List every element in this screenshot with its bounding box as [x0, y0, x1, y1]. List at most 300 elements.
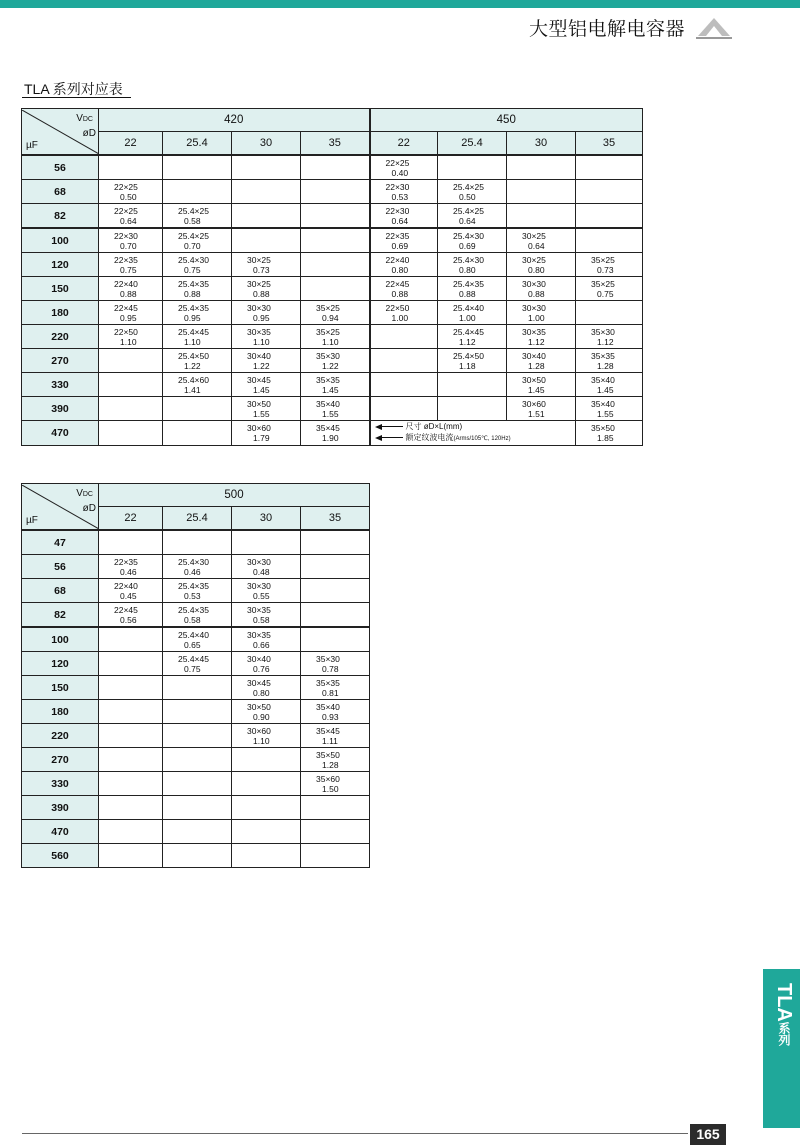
spec-cell [99, 301, 163, 325]
spec-cell [99, 820, 163, 844]
diameter-header: 22 [370, 132, 438, 156]
ripple-current: 1.11 [322, 735, 338, 746]
spec-cell [232, 603, 301, 628]
spec-cell [301, 421, 370, 446]
case-size: 35×25 [591, 254, 615, 265]
ripple-current: 0.80 [459, 264, 476, 275]
case-size: 30×40 [247, 653, 271, 664]
diameter-header: 22 [99, 132, 163, 156]
ripple-current: 1.22 [322, 360, 339, 371]
spec-cell [163, 652, 232, 676]
capacitance-cell: 220 [22, 724, 99, 748]
case-size: 25.4×35 [178, 278, 209, 289]
spec-cell [163, 844, 232, 868]
spec-cell [232, 772, 301, 796]
ripple-current: 0.80 [528, 264, 545, 275]
spec-cell [232, 421, 301, 446]
case-size: 35×45 [316, 725, 340, 736]
spec-cell [232, 627, 301, 652]
spec-cell [232, 820, 301, 844]
spec-cell [370, 204, 438, 229]
ripple-current: 1.90 [322, 433, 339, 443]
ripple-current: 0.80 [391, 264, 409, 275]
ripple-current: 0.50 [120, 191, 137, 202]
spec-cell [438, 204, 507, 229]
case-size: 22×25 [114, 205, 138, 216]
spec-cell [301, 700, 370, 724]
spec-cell [163, 724, 232, 748]
table-row [22, 579, 370, 603]
ripple-current: 0.95 [253, 312, 270, 323]
capacitance-cell: 330 [22, 373, 99, 397]
spec-cell [232, 724, 301, 748]
capacitance-cell: 120 [22, 253, 99, 277]
ripple-current: 0.58 [253, 614, 270, 625]
case-size: 30×50 [247, 701, 271, 712]
spec-cell [438, 253, 507, 277]
case-size: 22×25 [385, 157, 410, 168]
spec-cell [163, 228, 232, 253]
spec-cell [370, 180, 438, 204]
vdc-subscript: DC [82, 115, 93, 123]
spec-cell [301, 228, 370, 253]
case-size: 35×35 [316, 677, 340, 688]
spec-cell [507, 373, 576, 397]
ripple-current: 0.58 [184, 614, 201, 625]
spec-cell [301, 844, 370, 868]
capacitance-cell: 270 [22, 349, 99, 373]
spec-cell [232, 796, 301, 820]
spec-cell [99, 397, 163, 421]
spec-cell [99, 579, 163, 603]
ripple-current: 0.53 [391, 191, 409, 202]
spec-cell [438, 373, 507, 397]
spec-cell [507, 180, 576, 204]
case-size: 22×30 [114, 230, 138, 241]
spec-cell [99, 652, 163, 676]
diameter-header: 35 [301, 132, 370, 156]
spec-cell [99, 724, 163, 748]
spec-cell [507, 301, 576, 325]
ripple-current: 0.94 [322, 312, 339, 323]
spec-cell [99, 325, 163, 349]
capacitance-cell: 330 [22, 772, 99, 796]
ripple-current: 0.76 [253, 663, 270, 674]
ripple-current: 1.55 [253, 408, 270, 419]
spec-cell [232, 253, 301, 277]
section-title-underline [22, 97, 131, 98]
ripple-current: 1.28 [322, 759, 339, 770]
spec-cell [99, 748, 163, 772]
spec-cell [576, 421, 643, 446]
capacitance-cell: 100 [22, 228, 99, 253]
ripple-current: 1.18 [459, 360, 476, 371]
capacitance-cell: 470 [22, 421, 99, 446]
spec-cell [163, 204, 232, 229]
side-tab-suffix: 系列 [777, 1021, 791, 1046]
spec-cell [576, 228, 643, 253]
ripple-current: 1.10 [322, 336, 339, 347]
spec-cell [438, 277, 507, 301]
ripple-current: 1.10 [253, 735, 270, 746]
spec-cell [163, 421, 232, 446]
table-row [22, 325, 643, 349]
ripple-current: 0.80 [253, 687, 270, 698]
voltage-header-row [22, 484, 370, 507]
header-corner [22, 109, 99, 156]
page-title: 大型铝电解电容器 [528, 19, 685, 40]
vdc-letter: V [76, 112, 83, 124]
legend-ripple-text: 额定纹波电流 [405, 433, 454, 442]
ripple-current: 0.88 [391, 288, 409, 299]
vdc-label [76, 488, 93, 499]
ripple-current: 1.45 [253, 384, 270, 395]
spec-cell [232, 301, 301, 325]
spec-cell [163, 397, 232, 421]
spec-cell [576, 397, 643, 421]
ripple-current: 0.64 [391, 215, 409, 226]
case-size: 35×60 [316, 773, 340, 784]
case-size: 30×30 [522, 302, 546, 313]
spec-cell [370, 277, 438, 301]
spec-cell [163, 349, 232, 373]
diameter-header: 25.4 [163, 132, 232, 156]
case-size: 30×60 [247, 423, 271, 433]
ripple-current: 1.45 [322, 384, 339, 395]
case-size: 35×25 [591, 278, 615, 289]
case-size: 30×45 [247, 374, 271, 385]
spec-cell [576, 204, 643, 229]
diameter-label: øD [82, 127, 96, 139]
ripple-current: 1.10 [120, 336, 137, 347]
spec-cell [576, 325, 643, 349]
vdc-letter: V [76, 487, 83, 499]
spec-cell [507, 155, 576, 180]
case-size: 35×30 [591, 326, 615, 337]
ripple-current: 0.48 [253, 566, 270, 577]
voltage-header-row [22, 109, 643, 132]
case-size: 25.4×35 [453, 278, 484, 289]
capacitance-cell: 47 [22, 530, 99, 555]
corner-box [22, 110, 99, 154]
spec-cell [163, 748, 232, 772]
voltage-header: 450 [370, 109, 643, 132]
spec-cell [99, 700, 163, 724]
spec-cell [232, 530, 301, 555]
header-corner [22, 484, 99, 531]
ripple-current: 0.66 [253, 639, 270, 650]
ripple-current: 1.28 [597, 360, 614, 371]
spec-cell [163, 796, 232, 820]
spec-cell [507, 325, 576, 349]
spec-cell [99, 180, 163, 204]
case-size: 30×25 [247, 254, 271, 265]
diameter-header-row [22, 132, 643, 156]
ripple-current: 0.95 [120, 312, 137, 323]
case-size: 22×45 [114, 302, 138, 313]
tla-table-500 [21, 483, 370, 868]
spec-cell [370, 228, 438, 253]
case-size: 30×35 [247, 326, 271, 337]
spec-cell [301, 796, 370, 820]
spec-cell [370, 301, 438, 325]
spec-cell [507, 397, 576, 421]
ripple-current: 0.81 [322, 687, 339, 698]
spec-cell [99, 555, 163, 579]
spec-cell [301, 748, 370, 772]
diameter-header: 30 [507, 132, 576, 156]
spec-cell [370, 325, 438, 349]
case-size: 30×30 [247, 556, 271, 567]
corner-box [22, 485, 99, 529]
ripple-current: 0.64 [459, 215, 476, 226]
case-size: 30×30 [247, 302, 271, 313]
diameter-header: 35 [301, 507, 370, 531]
capacitance-cell: 390 [22, 397, 99, 421]
spec-cell [232, 204, 301, 229]
ripple-current: 0.69 [391, 240, 409, 251]
spec-cell [232, 652, 301, 676]
case-size: 30×30 [247, 580, 271, 591]
table-row [22, 530, 370, 555]
case-size: 22×50 [385, 302, 410, 313]
case-size: 35×25 [316, 302, 340, 313]
ripple-current: 0.88 [253, 288, 270, 299]
spec-cell [232, 228, 301, 253]
table-row [22, 724, 370, 748]
case-size: 35×40 [316, 398, 340, 409]
case-size: 30×30 [522, 278, 546, 289]
page-number: 165 [690, 1124, 726, 1145]
case-size: 22×50 [114, 326, 138, 337]
table-row [22, 277, 643, 301]
ripple-current: 0.75 [184, 264, 201, 275]
spec-cell [370, 155, 438, 180]
spec-cell [576, 373, 643, 397]
case-size: 35×45 [316, 423, 340, 433]
case-size: 25.4×35 [178, 302, 209, 313]
case-size: 25.4×60 [178, 374, 209, 385]
case-size: 22×35 [114, 556, 138, 567]
spec-cell [301, 603, 370, 628]
uf-label: µF [26, 139, 38, 151]
spec-cell [232, 844, 301, 868]
table-row [22, 844, 370, 868]
spec-cell [438, 155, 507, 180]
case-size: 30×60 [522, 398, 546, 409]
case-size: 22×40 [385, 254, 410, 265]
case-size: 22×40 [114, 580, 138, 591]
capacitance-cell: 68 [22, 579, 99, 603]
spec-cell [232, 349, 301, 373]
capacitance-cell: 390 [22, 796, 99, 820]
spec-cell [370, 349, 438, 373]
spec-cell [301, 555, 370, 579]
ripple-current: 0.95 [184, 312, 201, 323]
table-row [22, 180, 643, 204]
ripple-current: 0.73 [597, 264, 614, 275]
spec-cell [301, 530, 370, 555]
spec-cell [301, 253, 370, 277]
capacitance-cell: 220 [22, 325, 99, 349]
capacitance-cell: 56 [22, 155, 99, 180]
spec-cell [301, 579, 370, 603]
samyoung-logo [692, 14, 736, 42]
spec-cell [301, 724, 370, 748]
ripple-current: 0.56 [120, 614, 137, 625]
ripple-current: 0.88 [459, 288, 476, 299]
table-row [22, 676, 370, 700]
case-size: 30×25 [247, 278, 271, 289]
spec-cell [438, 397, 507, 421]
spec-cell [576, 349, 643, 373]
case-size: 25.4×30 [453, 230, 484, 241]
spec-cell [232, 397, 301, 421]
ripple-current: 1.45 [528, 384, 545, 395]
ripple-current: 1.00 [459, 312, 476, 323]
case-size: 35×50 [591, 423, 615, 433]
spec-cell [163, 180, 232, 204]
ripple-current: 1.41 [184, 384, 201, 395]
table-row [22, 373, 643, 397]
ripple-current: 1.10 [184, 336, 201, 347]
ripple-current: 0.90 [253, 711, 270, 722]
ripple-current: 1.12 [459, 336, 476, 347]
legend-ripple [375, 432, 576, 445]
case-size: 35×40 [316, 701, 340, 712]
diameter-header: 22 [99, 507, 163, 531]
spec-cell [301, 397, 370, 421]
ripple-current: 1.22 [253, 360, 270, 371]
spec-cell [163, 700, 232, 724]
legend-cell [370, 421, 576, 446]
spec-cell [99, 204, 163, 229]
ripple-current: 0.58 [184, 215, 201, 226]
case-size: 22×30 [385, 205, 410, 216]
case-size: 35×35 [316, 374, 340, 385]
case-size: 25.4×30 [453, 254, 484, 265]
spec-cell [438, 228, 507, 253]
spec-cell [99, 627, 163, 652]
case-size: 30×40 [247, 350, 271, 361]
capacitance-cell: 82 [22, 603, 99, 628]
table-row [22, 228, 643, 253]
spec-cell [370, 397, 438, 421]
case-size: 25.4×25 [453, 181, 484, 192]
table-row [22, 820, 370, 844]
spec-cell [163, 277, 232, 301]
spec-cell [507, 204, 576, 229]
case-size: 25.4×30 [178, 556, 209, 567]
ripple-current: 1.51 [528, 408, 545, 419]
ripple-current: 1.10 [253, 336, 270, 347]
spec-cell [232, 277, 301, 301]
case-size: 30×40 [522, 350, 546, 361]
legend-ripple-note: (Arms/105℃, 120Hz) [453, 436, 511, 442]
table-row [22, 627, 370, 652]
top-accent-bar [0, 0, 800, 8]
case-size: 35×35 [591, 350, 615, 361]
case-size: 30×35 [522, 326, 546, 337]
spec-cell [301, 277, 370, 301]
case-size: 22×35 [385, 230, 410, 241]
spec-cell [301, 820, 370, 844]
capacitance-cell: 180 [22, 301, 99, 325]
diameter-header: 30 [232, 132, 301, 156]
case-size: 22×45 [114, 604, 138, 615]
spec-cell [232, 579, 301, 603]
spec-cell [438, 301, 507, 325]
spec-cell [507, 228, 576, 253]
case-size: 25.4×50 [178, 350, 209, 361]
voltage-header: 420 [99, 109, 370, 132]
capacitance-cell: 150 [22, 277, 99, 301]
table-row [22, 204, 643, 229]
vdc-subscript: DC [82, 490, 93, 498]
case-size: 30×50 [522, 374, 546, 385]
arrow-icon [375, 424, 403, 430]
case-size: 25.4×45 [453, 326, 484, 337]
spec-cell [370, 253, 438, 277]
tla-table-420-450 [21, 108, 643, 446]
case-size: 25.4×30 [178, 254, 209, 265]
table-row [22, 397, 643, 421]
spec-cell [370, 373, 438, 397]
ripple-current: 1.85 [597, 433, 614, 443]
spec-cell [163, 627, 232, 652]
ripple-current: 0.73 [253, 264, 270, 275]
side-tab-series: TLA [773, 983, 795, 1022]
spec-cell [232, 373, 301, 397]
ripple-current: 0.53 [184, 590, 201, 601]
spec-cell [163, 301, 232, 325]
capacitance-cell: 100 [22, 627, 99, 652]
ripple-current: 1.00 [391, 312, 409, 323]
spec-cell [99, 253, 163, 277]
ripple-current: 0.70 [184, 240, 201, 251]
spec-cell [163, 676, 232, 700]
ripple-current: 0.93 [322, 711, 339, 722]
ripple-current: 1.00 [528, 312, 545, 323]
spec-cell [163, 530, 232, 555]
spec-cell [99, 421, 163, 446]
spec-cell [301, 627, 370, 652]
table-row [22, 555, 370, 579]
case-size: 25.4×25 [178, 230, 209, 241]
spec-cell [99, 155, 163, 180]
spec-cell [232, 180, 301, 204]
table-row [22, 421, 643, 446]
vdc-label [76, 113, 93, 124]
spec-cell [301, 155, 370, 180]
ripple-current: 1.55 [322, 408, 339, 419]
ripple-current: 0.69 [459, 240, 476, 251]
spec-cell [301, 325, 370, 349]
section-title: TLA 系列对应表 [24, 81, 123, 97]
ripple-current: 0.55 [253, 590, 270, 601]
ripple-current: 0.75 [184, 663, 201, 674]
ripple-current: 0.64 [120, 215, 137, 226]
ripple-current: 0.45 [120, 590, 137, 601]
ripple-current: 1.12 [528, 336, 545, 347]
table-row [22, 301, 643, 325]
case-size: 30×60 [247, 725, 271, 736]
ripple-current: 0.64 [528, 240, 545, 251]
spec-cell [99, 676, 163, 700]
case-size: 35×50 [316, 749, 340, 760]
spec-cell [99, 349, 163, 373]
capacitance-cell: 68 [22, 180, 99, 204]
